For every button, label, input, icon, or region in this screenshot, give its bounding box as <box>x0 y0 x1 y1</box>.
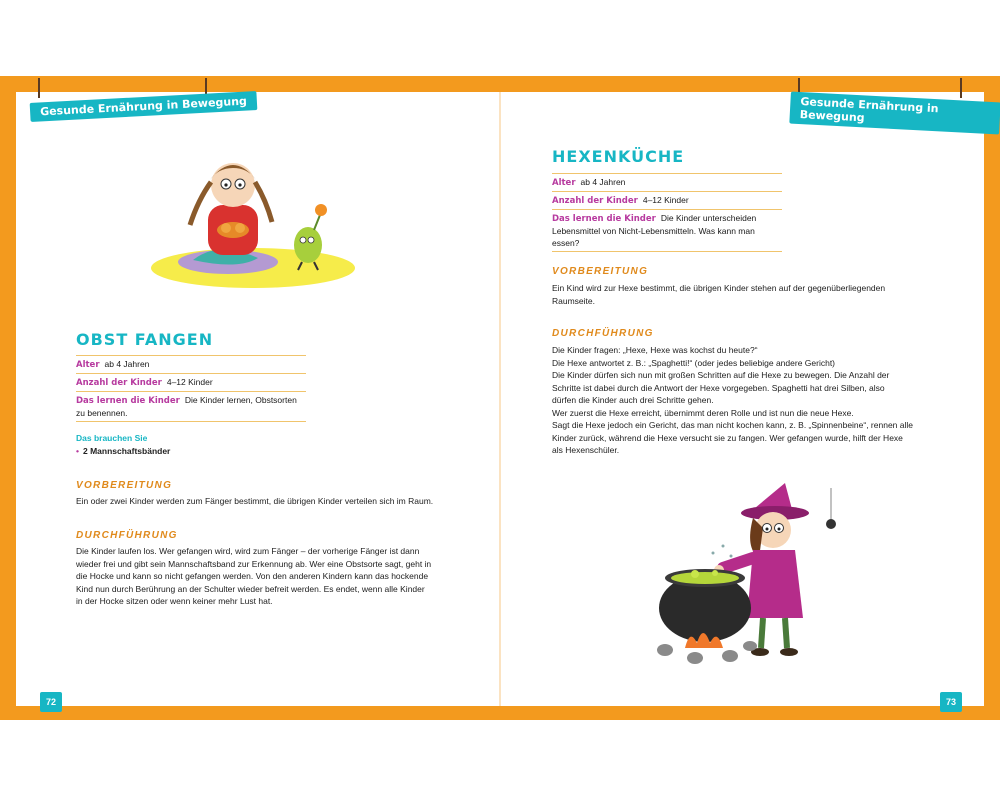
prep-heading-right: VORBEREITUNG <box>552 266 649 277</box>
page-title-right: HEXENKÜCHE <box>552 147 685 166</box>
page-number-right: 73 <box>940 692 962 712</box>
meta-row-learning <box>76 391 306 422</box>
run-heading-left: DURCHFÜHRUNG <box>76 530 178 541</box>
meta-label: Alter <box>552 178 576 188</box>
needs-item <box>76 446 170 456</box>
girl-eating-fruit-illustration <box>148 150 358 290</box>
meta-label: Alter <box>76 360 100 370</box>
meta-label: Anzahl der Kinder <box>552 196 638 206</box>
page-title-left: OBST FANGEN <box>76 330 214 349</box>
meta-label: Das lernen die Kinder <box>552 214 656 224</box>
meta-value: 4–12 Kinder <box>166 377 213 387</box>
run-text-left: Die Kinder laufen los. Wer gefangen wird, wird zum Fänger – der vorherige Fänger ist dann wieder frei und gibt sein Mannschaftsband zur Erkennung ab. Wer eine Obstsorte sagt, geht in die Hocke und kann so nicht gefangen werden. Von den anderen Kindern kann das hockende Kind nun durch Berührung an der Schulter wieder befreit werden. Es endet, wenn alle Kinder in der Hocke sitzen oder wenn keiner mehr Lust hat. <box>76 546 432 606</box>
run-heading-right: DURCHFÜHRUNG <box>552 328 654 339</box>
meta-value: ab 4 Jahren <box>104 359 150 369</box>
banner-label: Gesunde Ernährung in Bewegung <box>799 95 939 125</box>
meta-value: Die Kinder unterscheiden Lebensmittel von Nicht-Lebensmitteln. Was kann man essen? <box>552 213 757 248</box>
game-info-left <box>76 355 306 422</box>
prep-heading-left: VORBEREITUNG <box>76 480 173 491</box>
meta-label: Das lernen die Kinder <box>76 396 180 406</box>
prep-text-right: Ein Kind wird zur Hexe bestimmt, die übrigen Kinder stehen auf der gegenüberliegenden Raumseite. <box>552 283 886 306</box>
page-number-left: 72 <box>40 692 62 712</box>
banner-label: Gesunde Ernährung in Bewegung <box>39 94 248 119</box>
witch-cauldron-illustration <box>635 478 855 673</box>
game-info-right <box>552 173 782 252</box>
needs-heading: Das brauchen Sie <box>76 433 148 443</box>
banner-string-icon <box>960 78 962 98</box>
meta-label: Anzahl der Kinder <box>76 378 162 388</box>
run-text-right: Die Kinder fragen: „Hexe, Hexe was kochst du heute?“ Die Hexe antwortet z. B.: „Spaghetti!“ (oder jedes beliebige andere Gericht) Die Kinder dürfen sich nun mit großen Schritten auf die Hexe zu bewegen. Die Anzahl der Schritte ist dabei durch die Antwort der Hexe vorgegeben. Spaghetti hat drei Silben, also dürfen die Kinder auch drei Schritte gehen. Wer zuerst die Hexe erreicht, übernimmt deren Rolle und ist nun die neue Hexe. Sagt die Hexe jedoch ein Gericht, das man nicht kochen kann, z. B. „Spinnenbeine“, rennen alle Kinder zurück, während die Hexe versucht sie zu fangen. Wer gefangen wurde, hilft der Hexe als Hexenschüler. <box>552 345 913 455</box>
banner-string-icon <box>38 78 40 98</box>
needs-item-text: 2 Mannschaftsbänder <box>82 446 171 456</box>
book-gutter <box>499 92 501 706</box>
bullet-icon: • <box>76 446 79 456</box>
meta-row-learning <box>552 209 782 252</box>
prep-text-left: Ein oder zwei Kinder werden zum Fänger bestimmt, die übrigen Kinder verteilen sich im Raum. <box>76 496 434 506</box>
meta-value: Die Kinder lernen, Obstsorten zu benennen. <box>76 395 297 418</box>
meta-row-age <box>76 355 306 373</box>
meta-row-count <box>552 191 782 209</box>
meta-value: ab 4 Jahren <box>580 177 626 187</box>
meta-value: 4–12 Kinder <box>642 195 689 205</box>
meta-row-age <box>552 173 782 191</box>
meta-row-count <box>76 373 306 391</box>
